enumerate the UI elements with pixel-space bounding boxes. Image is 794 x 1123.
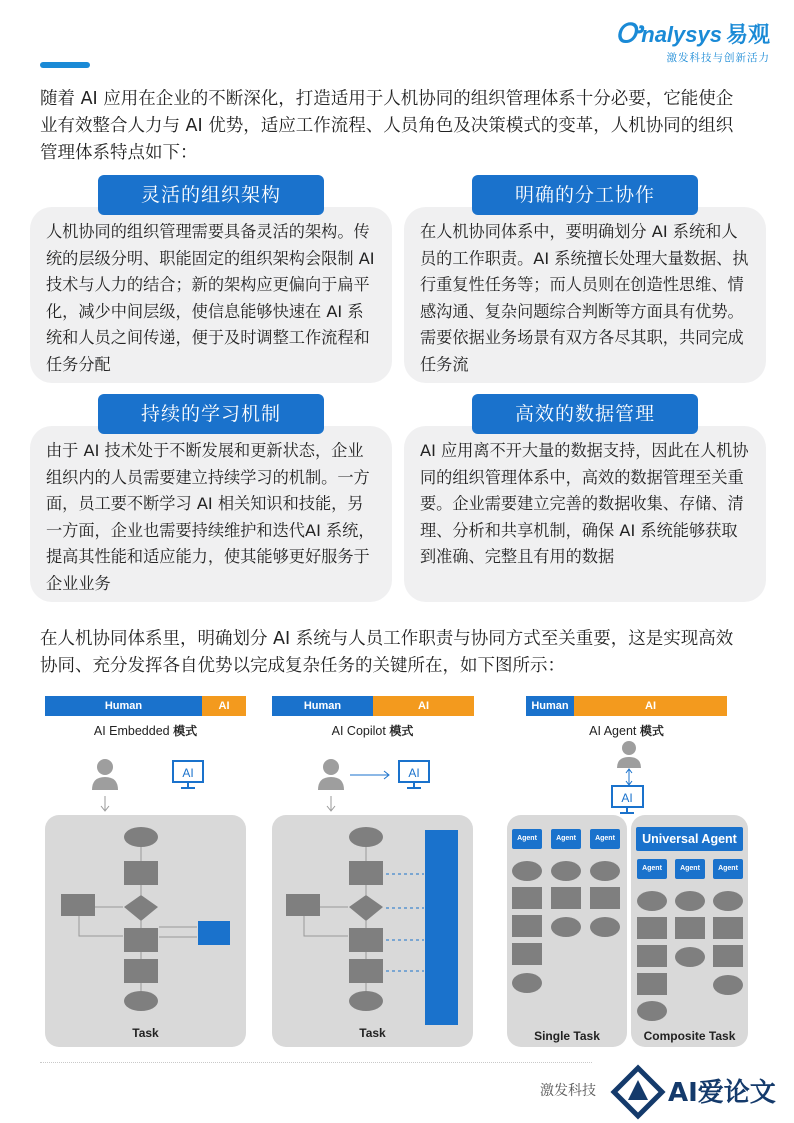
human-bar: Human <box>45 696 202 716</box>
watermark-text: AI爱论文 <box>668 1078 776 1108</box>
logo-cn: 易观 <box>725 22 770 47</box>
watermark <box>608 1062 794 1122</box>
ai-monitor-icon <box>611 785 645 815</box>
card-title: 明确的分工协作 <box>472 175 698 215</box>
intro-paragraph: 随着 AI 应用在企业的不断深化，打造适用于人机协同的组织管理体系十分必要，它能使企业有效整合人力与 AI 优势，适应工作流程、人员角色及决策模式的变革，人机协同的组织管理体系特点如下： <box>40 89 734 163</box>
human-bar: Human <box>272 696 373 716</box>
agent-chip: Agent <box>551 829 581 849</box>
logo-slogan: 激发科技与创新活力 <box>666 52 770 64</box>
ai-bar: AI <box>574 696 727 716</box>
single-task-flow <box>507 815 627 1047</box>
footer-text: 激发科技 <box>540 1083 596 1099</box>
process-node <box>349 928 383 952</box>
flowchart <box>45 815 246 1047</box>
ai-bar: AI <box>202 696 246 716</box>
person-icon <box>90 758 120 814</box>
card-title: 持续的学习机制 <box>98 394 324 434</box>
arrow-right-icon <box>346 770 396 780</box>
ai-copilot-bar <box>425 830 458 1025</box>
process-node <box>349 861 383 885</box>
process-node <box>124 959 158 983</box>
mode-label: AI Embedded 模式 <box>93 724 198 738</box>
task-label: Task <box>132 1026 159 1040</box>
side-process-node <box>61 894 95 916</box>
start-node <box>124 827 158 847</box>
card-body: 人机协同的组织管理需要具备灵活的架构。传统的层级分明、职能固定的组织架构会限制 AI 技术与人力的结合；新的架构应更偏向于扁平化，减少中间层级，使信息能够快速在 AI 系统和人员之间传递，便于及时调整工作流程和任务分配 <box>30 207 392 383</box>
watermark-logo-icon <box>612 1066 664 1118</box>
mode-label: AI Agent 模式 <box>589 724 664 738</box>
svg-text:AI: AI <box>182 766 194 780</box>
ai-node <box>198 921 230 945</box>
card-title: 灵活的组织架构 <box>98 175 324 215</box>
end-node <box>124 991 158 1011</box>
collab-paragraph: 在人机协同体系里，明确划分 AI 系统与人员工作职责与协同方式至关重要，这是实现高效协同、充分发挥各自优势以完成复杂任务的关键所在，如下图所示： <box>40 629 734 676</box>
flowchart <box>272 815 473 1047</box>
svg-text:AI: AI <box>621 791 633 805</box>
ai-bar: AI <box>373 696 474 716</box>
composite-task-flow <box>631 815 748 1047</box>
logo-c-icon: Ꭴ <box>616 18 642 48</box>
start-node <box>349 827 383 847</box>
ai-monitor-icon <box>172 760 204 790</box>
logo-wordmark <box>616 18 770 50</box>
card-body: 在人机协同体系中，要明确划分 AI 系统和人员的工作职责。AI 系统擅长处理大量数据、执行重复性任务等；而人员则在创造性思维、情感沟通、复杂问题综合判断等方面具有优势。需要依据业务场景有双方各尽其职，共同完成任务流 <box>404 207 766 383</box>
decision-node <box>124 895 158 921</box>
agent-chip: Agent <box>590 829 620 849</box>
process-node <box>349 959 383 983</box>
process-node <box>124 928 158 952</box>
process-node <box>124 861 158 885</box>
mode-label: AI Copilot 模式 <box>331 724 414 738</box>
ai-monitor-icon <box>398 760 430 790</box>
brand-logo <box>610 18 770 68</box>
card-body: 由于 AI 技术处于不断发展和更新状态，企业组织内的人员需要建立持续学习的机制。一方面，员工要不断学习 AI 相关知识和技能，另一方面，企业也需要持续维护和迭代AI 系统，提高其性能和适应能力，使其能够更好服务于企业业务 <box>30 426 392 602</box>
decision-node <box>349 895 383 921</box>
single-task-label: Single Task <box>534 1029 600 1043</box>
end-node <box>349 991 383 1011</box>
universal-agent-box: Universal Agent <box>636 827 743 851</box>
side-process-node <box>286 894 320 916</box>
logo-text: nalysys <box>641 22 722 47</box>
person-icon <box>316 758 346 814</box>
header-accent-bar <box>40 62 90 68</box>
composite-task-label: Composite Task <box>643 1029 736 1043</box>
human-bar: Human <box>526 696 574 716</box>
agent-chip: Agent <box>713 859 743 879</box>
card-body: AI 应用离不开大量的数据支持，因此在人机协同的组织管理体系中，高效的数据管理至关重要。企业需要建立完善的数据收集、存储、清理、分析和共享机制，确保 AI 系统能够获取到准确、完整且有用的数据 <box>404 426 766 602</box>
footer-divider <box>40 1062 592 1063</box>
svg-text:AI: AI <box>408 766 420 780</box>
agent-chip: Agent <box>512 829 542 849</box>
agent-chip: Agent <box>637 859 667 879</box>
agent-chip: Agent <box>675 859 705 879</box>
card-title: 高效的数据管理 <box>472 394 698 434</box>
task-label: Task <box>359 1026 386 1040</box>
